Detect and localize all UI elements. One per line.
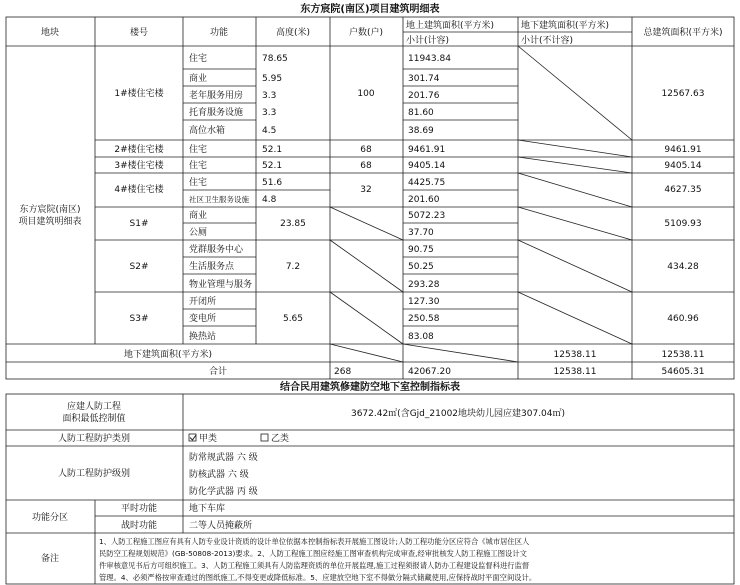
total-value: 5109.93 [664,219,702,229]
height-cell: 78.65 [262,54,288,64]
above-cell: 90.75 [408,245,434,255]
header-above-sub: 小计(计容) [406,36,450,46]
above-cell: 293.28 [408,280,440,290]
function-cell: 住宅 [189,145,208,155]
height-cell: 23.85 [280,219,306,229]
height-cell: 5.95 [262,74,283,84]
above-cell: 9461.91 [408,145,446,155]
above-cell: 127.30 [408,297,440,307]
category-a-label: 甲类 [199,434,218,444]
height-cell: 3.3 [262,108,277,118]
above-cell: 4425.75 [408,178,446,188]
height-cell: 5.65 [282,314,304,324]
households-value: 68 [360,161,372,171]
above-cell: 201.60 [408,195,440,205]
header-height: 高度(米) [275,28,311,38]
function-cell: 公厕 [189,228,208,238]
function-cell: 托育服务设施 [189,108,244,118]
notes-label: 备注 [40,554,60,564]
underground-total: 12538.11 [661,350,705,360]
building-name: S1# [129,219,149,229]
above-cell: 83.08 [408,332,434,342]
header-plot: 地块 [40,28,60,38]
function-cell: 住宅 [189,161,208,171]
notes-line: 1、人防工程施工图应有具有人防专业设计资质的设计单位依据本控制指标表开展施工图设计;人防工程功能分区应符合《城市居住区人 [99,537,530,546]
above-cell: 38.69 [408,126,434,136]
min-area-value: 3672.42㎡(含Gjd_21002地块幼儿园应建307.04㎡) [350,409,566,419]
peace-function-label: 平时功能 [120,504,158,514]
building-name: S3# [129,314,149,324]
level-nuclear: 防核武器 六 级 [189,470,249,480]
header-households: 户数(户) [348,28,384,38]
function-cell: 换热站 [189,332,217,342]
above-cell: 301.74 [408,74,440,84]
function-cell: 老年服务用房 [189,91,244,101]
function-cell: 社区卫生服务设施 [189,195,249,204]
above-cell: 37.70 [408,228,434,238]
height-cell: 52.1 [262,161,283,171]
height-cell: 3.3 [262,91,277,101]
min-area-label-line1: 应建人防工程 [66,402,122,412]
function-cell: 高位水箱 [189,126,226,136]
level-conventional: 防常规武器 六 级 [189,453,258,463]
building-name: S2# [129,262,149,272]
above-cell: 50.25 [408,262,434,272]
above-cell: 5072.23 [408,211,446,221]
header-above-area: 地上建筑面积(平方米) [406,21,495,31]
header-below-sub: 小计(不计容) [521,36,574,46]
function-cell: 党群服务中心 [189,245,244,255]
protection-level-label: 人防工程防护级别 [57,469,131,479]
header-building-no: 楼号 [129,28,149,38]
plot-name-line2: 项目建筑明细表 [18,217,82,227]
function-cell: 住宅 [189,178,208,188]
category-b-label: 乙类 [271,434,290,444]
level-chemical: 防化学武器 丙 级 [189,487,258,497]
building-name: 3#楼住宅楼 [114,161,164,171]
households-value: 32 [360,185,372,195]
war-function-value: 二等人员掩蔽所 [189,521,253,531]
table-title: 东方宸院(南区)项目建筑明细表 [300,4,440,15]
above-cell: 250.58 [408,314,440,324]
function-cell: 变电所 [189,314,217,324]
households-value: 68 [360,145,372,155]
building-name: 2#楼住宅楼 [114,145,164,155]
total-value: 12567.63 [661,89,705,99]
underground-label: 地下建筑面积(平方米) [123,350,213,360]
underground-below: 12538.11 [553,350,597,360]
above-cell: 11943.84 [408,54,451,64]
function-cell: 生活服务点 [189,262,235,272]
height-cell: 4.5 [262,126,277,136]
function-cell: 商业 [189,74,208,84]
height-cell: 7.2 [285,262,301,272]
total-value: 9405.14 [664,161,702,171]
total-label: 合计 [208,367,228,377]
civil-table-title: 结合民用建筑修建防空地下室控制指标表 [280,382,460,393]
notes-line: 管理。4、必须严格按审查通过的图纸施工,不得变更或降低标准。5、应建放空地下室不得做分隔式储藏使用,应保持战时平面空间设计。 [99,573,537,582]
function-cell: 住宅 [189,54,208,64]
total-below: 12538.11 [553,367,597,377]
function-cell: 开闭所 [189,297,217,307]
header-below-area: 地下建筑面积(平方米) [521,21,610,31]
function-cell: 物业管理与服务 [189,280,253,290]
min-area-label-line2: 面积最低控制值 [62,414,126,424]
building-name: 4#楼住宅楼 [114,185,164,195]
above-cell: 9405.14 [408,161,446,171]
function-zone-label: 功能分区 [31,513,69,523]
height-cell: 52.1 [262,145,283,155]
height-cell: 4.8 [262,195,277,205]
notes-line: 民防空工程规划规范》(GB-50808-2013)要求。2、人防工程施工图应经施工图审查机构完成审查,经审批核发人防工程施工图设计文 [99,549,527,558]
header-function: 功能 [209,28,229,38]
total-value: 434.28 [667,262,699,272]
notes-line: 件审核意见书后方可组织施工。3、人防工程施工须具有人防监理资质的单位开展监理,施工过程须报请人防办工程建设监督科进行监督 [99,561,530,570]
total-total: 54605.31 [661,367,705,377]
households-value: 100 [357,89,375,99]
plot-name-line1: 东方宸院(南区) [19,205,81,215]
total-value: 4627.35 [664,185,702,195]
above-cell: 81.60 [408,108,434,118]
total-value: 9461.91 [664,145,702,155]
header-total-area: 总建筑面积(平方米) [643,28,723,38]
total-above: 42067.20 [408,367,451,377]
building-name: 1#楼住宅楼 [114,89,164,99]
total-households: 268 [334,367,352,377]
peace-function-value: 地下车库 [189,504,226,514]
war-function-label: 战时功能 [120,521,158,531]
above-cell: 201.76 [408,91,440,101]
function-cell: 商业 [189,211,208,221]
total-value: 460.96 [667,314,699,324]
height-cell: 51.6 [262,178,283,188]
protection-category-label: 人防工程防护类别 [57,434,131,444]
